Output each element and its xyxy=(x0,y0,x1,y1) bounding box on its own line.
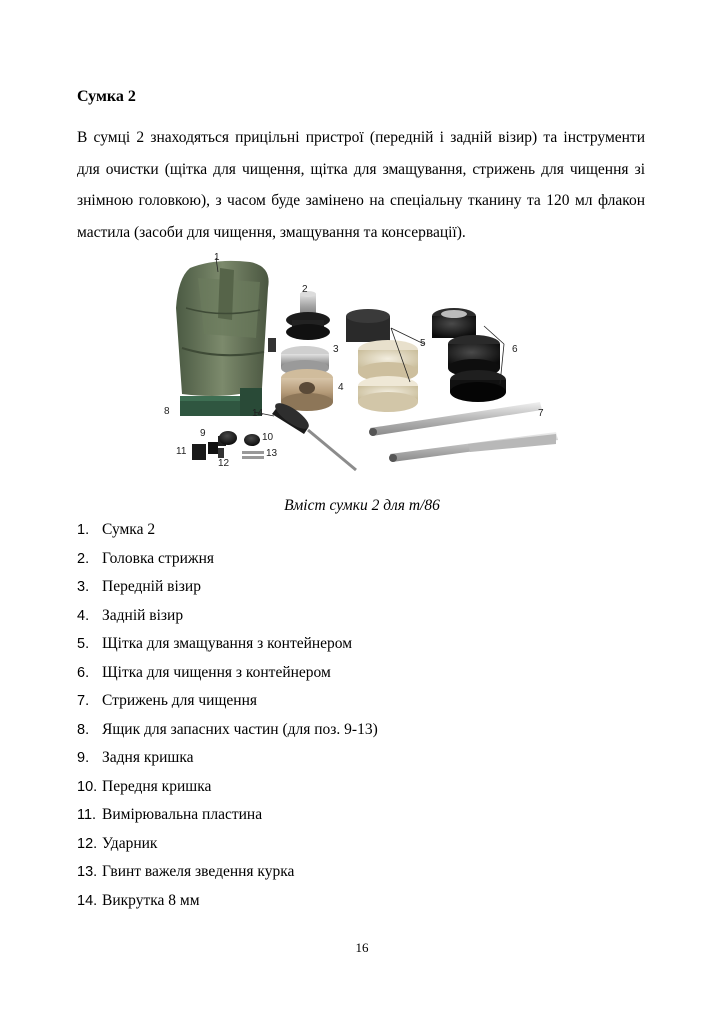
callout-label: 10 xyxy=(262,432,274,443)
list-item xyxy=(77,602,378,631)
list-item xyxy=(77,545,378,574)
figure-caption: Вміст сумки 2 для т/86 xyxy=(284,497,440,514)
list-item xyxy=(77,744,378,773)
page-number: 16 xyxy=(355,940,369,955)
item-text: Задня кришка xyxy=(102,749,194,766)
list-item xyxy=(77,516,378,545)
callout-label: 9 xyxy=(200,428,206,439)
rear-sight-illustration xyxy=(281,369,333,411)
item-text: Ящик для запасних частин (для поз. 9-13) xyxy=(102,720,378,738)
list-item xyxy=(77,716,378,745)
item-text: Передня кришка xyxy=(102,777,212,795)
list-item xyxy=(77,687,378,716)
callout-label: 13 xyxy=(266,448,278,459)
item-number: 14. xyxy=(77,892,98,909)
item-number: 10. xyxy=(77,778,98,795)
item-number: 11. xyxy=(77,807,97,823)
cleaning-brush-container-illustration xyxy=(432,308,506,402)
item-number: 4. xyxy=(77,607,90,624)
lubrication-brush-container-illustration xyxy=(346,309,418,412)
item-number: 5. xyxy=(77,636,90,652)
section-heading: Сумка 2 xyxy=(77,88,136,105)
item-number: 1. xyxy=(77,522,90,538)
item-text: Ударник xyxy=(102,834,158,852)
item-text: Вимірювальна пластина xyxy=(102,806,263,823)
list-item xyxy=(77,659,378,688)
item-number: 3. xyxy=(77,579,90,595)
callout-label: 7 xyxy=(538,408,544,419)
item-text: Стрижень для чищення xyxy=(102,692,258,709)
paragraph-line: В сумці 2 знаходяться прицільні пристрої (передній і задній візир) та інструменти xyxy=(77,129,645,146)
item-text: Сумка 2 xyxy=(102,521,156,538)
item-text: Головка стрижня xyxy=(102,549,215,567)
callout-label: 11 xyxy=(176,446,187,457)
item-number: 12. xyxy=(77,835,98,852)
intro-paragraph xyxy=(77,122,645,248)
item-text: Щітка для чищення з контейнером xyxy=(102,663,331,681)
list-item xyxy=(77,773,378,802)
callout-label: 2 xyxy=(302,284,308,295)
callout-label: 5 xyxy=(420,338,426,349)
callout-label: 4 xyxy=(338,382,344,393)
item-text: Щітка для змащування з контейнером xyxy=(102,635,353,652)
item-number: 7. xyxy=(77,693,90,709)
paragraph-line: флакон мастила (засоби для чищення, змащування та консервації). xyxy=(77,192,646,241)
item-text: Викрутка 8 мм xyxy=(102,891,200,909)
item-number: 13. xyxy=(77,864,98,880)
item-text: Гвинт важеля зведення курка xyxy=(102,863,295,880)
paragraph-line: для очистки (щітка для чищення, щітка для змащування, стрижень для чищення xyxy=(77,160,629,178)
item-number: 9. xyxy=(77,750,90,766)
item-number: 6. xyxy=(77,664,90,681)
item-number: 8. xyxy=(77,721,90,738)
item-text: Задній візир xyxy=(102,606,184,624)
contents-list xyxy=(77,516,378,915)
bag-contents-figure xyxy=(160,248,560,480)
callout-label: 14 xyxy=(252,408,264,419)
list-item xyxy=(77,573,378,602)
list-item xyxy=(77,830,378,859)
callout-label: 12 xyxy=(218,458,230,469)
item-text: Передній візир xyxy=(102,578,201,595)
list-item xyxy=(77,887,378,916)
callout-label: 3 xyxy=(333,344,339,355)
bag-illustration xyxy=(176,261,276,396)
callout-label: 8 xyxy=(164,406,170,417)
callout-label: 6 xyxy=(512,344,518,355)
rod-head-illustration xyxy=(286,291,330,340)
list-item xyxy=(77,858,378,887)
item-number: 2. xyxy=(77,550,90,567)
callout-label: 1 xyxy=(214,252,220,263)
paragraph-line: зі знімною головкою), з часом буде замінено на спеціальну тканину та 120 мл xyxy=(77,160,646,209)
list-item xyxy=(77,801,378,830)
list-item xyxy=(77,630,378,659)
